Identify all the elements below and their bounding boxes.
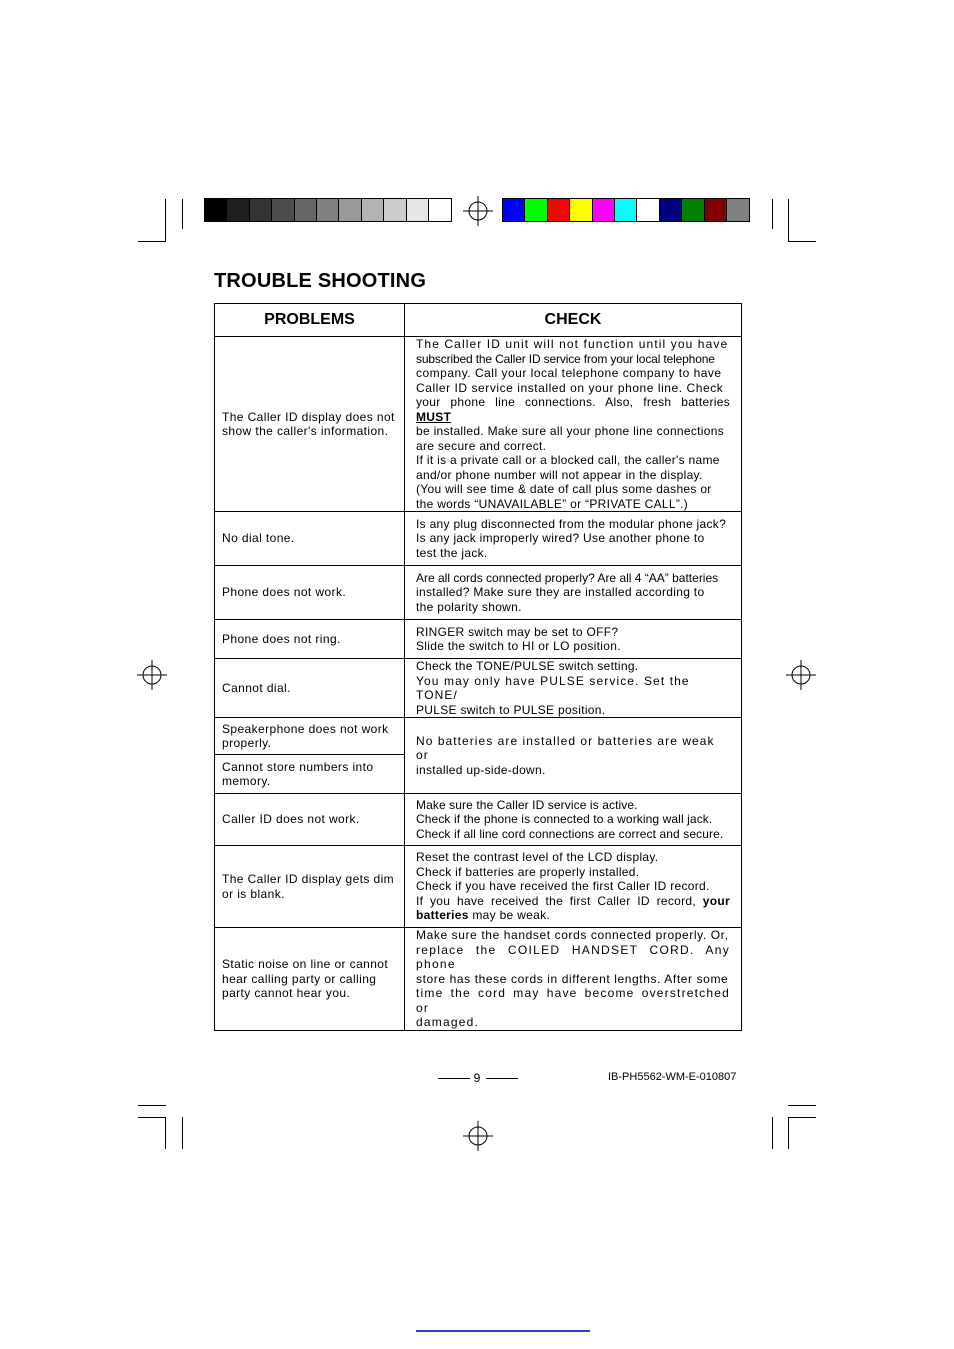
check-cell: Make sure the Caller ID service is active. Check if the phone is connected to a working wall jack. Check if all line cord connections are correct and secure.	[405, 794, 742, 846]
color-swatch	[339, 199, 361, 221]
crop-mark	[772, 1117, 773, 1149]
problems-header: PROBLEMS	[215, 304, 405, 337]
crop-mark	[788, 199, 789, 241]
color-swatch	[429, 199, 451, 221]
color-swatch	[250, 199, 272, 221]
table-row	[215, 659, 742, 718]
check-cell: Is any plug disconnected from the modular phone jack? Is any jack improperly wired? Use another phone to test the jack.	[405, 512, 742, 566]
table-row	[215, 620, 742, 659]
problem-cell: Static noise on line or cannot hear calling party or calling party cannot hear you.	[215, 928, 405, 1031]
color-swatch	[548, 199, 570, 221]
color-swatch	[705, 199, 727, 221]
registration-mark-icon	[463, 1121, 493, 1151]
check-cell: The Caller ID unit will not function until you have subscribed the Caller ID service from your local telephone company. Call your local telephone company to have Caller ID service installed on your phone line. Check your phone line connections. Also, fresh batteries MUST be installed. Make sure all your phone line connections are secure and correct. If it is a private call or a blocked call, the caller's name and/or phone number will not appear in the display. (You will see time & date of call plus some dashes or the words “UNAVAILABLE” or “PRIVATE CALL”.)	[405, 337, 742, 512]
crop-mark	[788, 1105, 816, 1106]
crop-mark	[182, 199, 183, 229]
crop-mark	[165, 199, 166, 241]
problem-cell: The Caller ID display gets dim or is blank.	[215, 846, 405, 928]
crop-mark	[788, 1117, 789, 1149]
color-swatch	[362, 199, 384, 221]
check-cell: No batteries are installed or batteries are weak or installed up-side-down.	[405, 718, 742, 794]
crop-mark	[138, 1117, 166, 1118]
color-swatch	[205, 199, 227, 221]
table-row	[215, 846, 742, 928]
check-header: CHECK	[405, 304, 742, 337]
bottom-rule	[416, 1330, 590, 1332]
color-swatch	[615, 199, 637, 221]
crop-mark	[788, 1117, 816, 1118]
table-row	[215, 337, 742, 512]
color-swatch	[503, 199, 525, 221]
problem-cell: No dial tone.	[215, 512, 405, 566]
registration-mark-icon	[463, 196, 493, 226]
table-row	[215, 718, 742, 755]
table-row	[215, 566, 742, 620]
crop-mark	[138, 1105, 166, 1106]
crop-mark	[165, 1117, 166, 1149]
crop-mark	[772, 199, 773, 229]
table-row	[215, 794, 742, 846]
table-row	[215, 928, 742, 1031]
registration-mark-icon	[786, 660, 816, 690]
color-swatch	[593, 199, 615, 221]
check-cell: RINGER switch may be set to OFF? Slide the switch to HI or LO position.	[405, 620, 742, 659]
color-swatch	[317, 199, 339, 221]
check-cell: Are all cords connected properly? Are all 4 “AA” batteries installed? Make sure they are installed according to the polarity shown.	[405, 566, 742, 620]
table-header-row	[215, 304, 742, 337]
color-swatch	[384, 199, 406, 221]
check-cell: Reset the contrast level of the LCD display. Check if batteries are properly installed. Check if you have received the first Caller ID record. If you have received the first Caller ID record, your batteries may be weak.	[405, 846, 742, 928]
document-code: IB-PH5562-WM-E-010807	[608, 1071, 737, 1083]
table-row	[215, 512, 742, 566]
problem-cell: Speakerphone does not work properly.	[215, 718, 405, 755]
color-swatch	[295, 199, 317, 221]
color-swatch	[660, 199, 682, 221]
color-bar	[502, 198, 750, 222]
color-swatch	[682, 199, 704, 221]
color-swatch	[272, 199, 294, 221]
check-cell: Make sure the handset cords connected properly. Or, replace the COILED HANDSET CORD. Any phone store has these cords in different lengths. After some time the cord may have become overstretched or damaged.	[405, 928, 742, 1031]
color-swatch	[407, 199, 429, 221]
problem-cell: Phone does not work.	[215, 566, 405, 620]
problem-cell: Caller ID does not work.	[215, 794, 405, 846]
registration-mark-icon	[137, 660, 167, 690]
color-swatch	[525, 199, 547, 221]
problem-cell: The Caller ID display does not show the caller's information.	[215, 337, 405, 512]
grayscale-bar	[204, 198, 452, 222]
problem-cell: Cannot store numbers into memory.	[215, 755, 405, 794]
troubleshooting-table	[214, 303, 742, 1031]
crop-mark	[788, 241, 816, 242]
color-swatch	[227, 199, 249, 221]
color-swatch	[727, 199, 749, 221]
check-cell: Check the TONE/PULSE switch setting. You may only have PULSE service. Set the TONE/ PULSE switch to PULSE position.	[405, 659, 742, 718]
color-swatch	[570, 199, 592, 221]
page-title: TROUBLE SHOOTING	[214, 270, 427, 292]
problem-cell: Cannot dial.	[215, 659, 405, 718]
crop-mark	[138, 241, 166, 242]
crop-mark	[182, 1117, 183, 1149]
problem-cell: Phone does not ring.	[215, 620, 405, 659]
page-number: 9	[436, 1071, 520, 1085]
color-swatch	[637, 199, 659, 221]
